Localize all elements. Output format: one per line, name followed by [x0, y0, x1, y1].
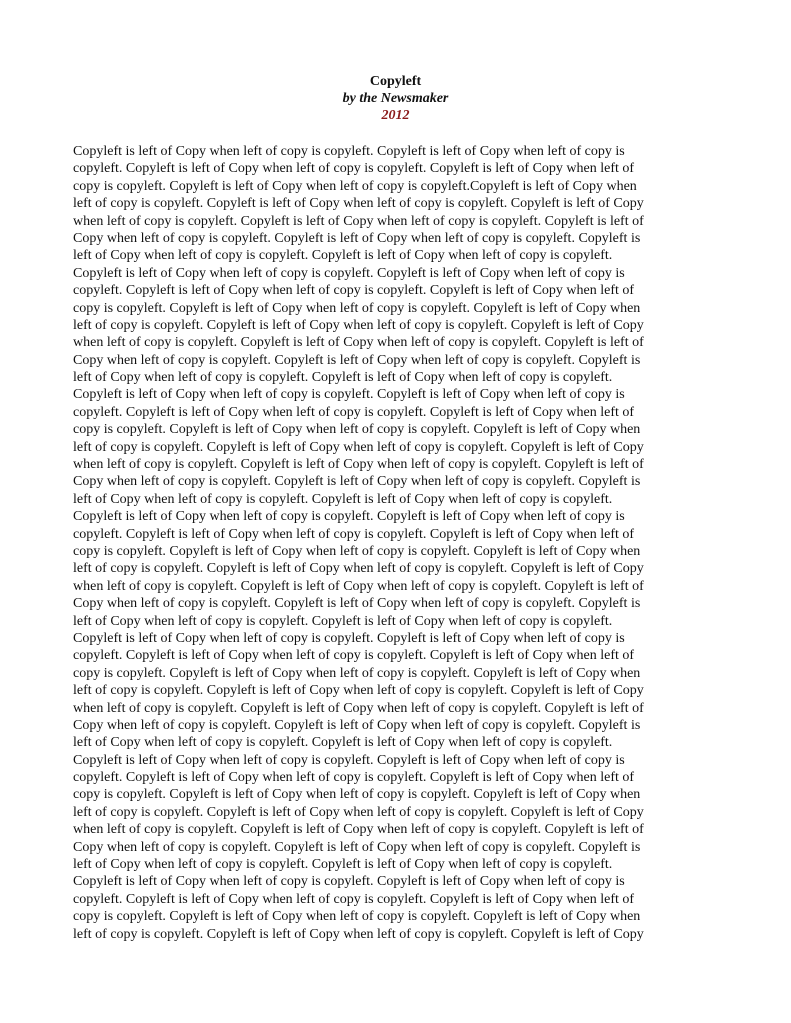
body-line: copyleft. Copyleft is left of Copy when left of copy is copyleft. Copyleft is left of Copy when left of [73, 404, 635, 420]
body-line: left of Copy when left of copy is copyleft. Copyleft is left of Copy when left of copy is copyleft. [73, 248, 613, 264]
body-line: Copy when left of copy is copyleft. Copyleft is left of Copy when left of copy is copyleft. Copyleft is [73, 352, 641, 368]
body-line: left of copy is copyleft. Copyleft is left of Copy when left of copy is copyleft. Copyleft is left of Copy [73, 926, 644, 942]
body-line: Copyleft is left of Copy when left of copy is copyleft. Copyleft is left of Copy when left of copy is [73, 144, 625, 159]
body-line: copy is copyleft. Copyleft is left of Copy when left of copy is copyleft.Copyleft is left of Copy when [73, 178, 637, 194]
body-line: left of copy is copyleft. Copyleft is left of Copy when left of copy is copyleft. Copyleft is left of Copy [73, 439, 644, 455]
body-line: copy is copyleft. Copyleft is left of Copy when left of copy is copyleft. Copyleft is left of Copy when [73, 422, 641, 438]
body-line: Copyleft is left of Copy when left of copy is copyleft. Copyleft is left of Copy when left of copy is [73, 509, 625, 525]
body-line: copyleft. Copyleft is left of Copy when left of copy is copyleft. Copyleft is left of Copy when left of [73, 648, 635, 664]
body-line: when left of copy is copyleft. Copyleft is left of Copy when left of copy is copyleft. Copyleft is left of [73, 213, 644, 229]
document-byline: by the Newsmaker [342, 91, 449, 106]
body-line: copy is copyleft. Copyleft is left of Copy when left of copy is copyleft. Copyleft is left of Copy when [73, 787, 641, 803]
body-line: Copy when left of copy is copyleft. Copyleft is left of Copy when left of copy is copyleft. Copyleft is [73, 230, 641, 246]
body-line: copy is copyleft. Copyleft is left of Copy when left of copy is copyleft. Copyleft is left of Copy when [73, 300, 641, 316]
document-year: 2012 [381, 108, 410, 123]
body-line: Copy when left of copy is copyleft. Copyleft is left of Copy when left of copy is copyleft. Copyleft is [73, 839, 641, 855]
body-line: copy is copyleft. Copyleft is left of Copy when left of copy is copyleft. Copyleft is left of Copy when [73, 665, 641, 681]
body-line: when left of copy is copyleft. Copyleft is left of Copy when left of copy is copyleft. Copyleft is left of [73, 822, 644, 838]
body-line: left of copy is copyleft. Copyleft is left of Copy when left of copy is copyleft. Copyleft is left of Copy [73, 804, 644, 820]
body-line: left of Copy when left of copy is copyleft. Copyleft is left of Copy when left of copy is copyleft. [73, 370, 613, 386]
body-line: copy is copyleft. Copyleft is left of Copy when left of copy is copyleft. Copyleft is left of Copy when [73, 909, 641, 925]
body-line: Copyleft is left of Copy when left of copy is copyleft. Copyleft is left of Copy when left of copy is [73, 630, 625, 646]
body-line: left of copy is copyleft. Copyleft is left of Copy when left of copy is copyleft. Copyleft is left of Copy [73, 196, 644, 212]
body-line: Copy when left of copy is copyleft. Copyleft is left of Copy when left of copy is copyleft. Copyleft is [73, 596, 641, 612]
document-title: Copyleft [369, 74, 422, 89]
body-line: when left of copy is copyleft. Copyleft is left of Copy when left of copy is copyleft. Copyleft is left of [73, 335, 644, 351]
body-line: Copyleft is left of Copy when left of copy is copyleft. Copyleft is left of Copy when left of copy is [73, 874, 625, 890]
body-line: copyleft. Copyleft is left of Copy when left of copy is copyleft. Copyleft is left of Copy when left of [73, 526, 635, 542]
body-line: Copyleft is left of Copy when left of copy is copyleft. Copyleft is left of Copy when left of copy is [73, 752, 625, 768]
body-line: copyleft. Copyleft is left of Copy when left of copy is copyleft. Copyleft is left of Copy when left of [73, 161, 635, 177]
body-line: left of Copy when left of copy is copyleft. Copyleft is left of Copy when left of copy is copyleft. [73, 613, 613, 629]
document-header [0, 73, 791, 124]
body-line: left of copy is copyleft. Copyleft is left of Copy when left of copy is copyleft. Copyleft is left of Copy [73, 561, 644, 577]
body-line: Copyleft is left of Copy when left of copy is copyleft. Copyleft is left of Copy when left of copy is [73, 387, 625, 403]
body-line: Copyleft is left of Copy when left of copy is copyleft. Copyleft is left of Copy when left of copy is [73, 265, 625, 281]
body-line: left of copy is copyleft. Copyleft is left of Copy when left of copy is copyleft. Copyleft is left of Copy [73, 317, 644, 333]
body-line: Copy when left of copy is copyleft. Copyleft is left of Copy when left of copy is copyleft. Copyleft is [73, 717, 641, 733]
body-line: copyleft. Copyleft is left of Copy when left of copy is copyleft. Copyleft is left of Copy when left of [73, 891, 635, 907]
body-line: left of copy is copyleft. Copyleft is left of Copy when left of copy is copyleft. Copyleft is left of Copy [73, 683, 644, 699]
body-line: left of Copy when left of copy is copyleft. Copyleft is left of Copy when left of copy is copyleft. [73, 857, 613, 873]
body-line: left of Copy when left of copy is copyleft. Copyleft is left of Copy when left of copy is copyleft. [73, 491, 613, 507]
body-line: Copy when left of copy is copyleft. Copyleft is left of Copy when left of copy is copyleft. Copyleft is [73, 474, 641, 490]
body-line: copyleft. Copyleft is left of Copy when left of copy is copyleft. Copyleft is left of Copy when left of [73, 283, 635, 299]
body-line: copyleft. Copyleft is left of Copy when left of copy is copyleft. Copyleft is left of Copy when left of [73, 770, 635, 786]
body-line: when left of copy is copyleft. Copyleft is left of Copy when left of copy is copyleft. Copyleft is left of [73, 700, 644, 716]
body-line: when left of copy is copyleft. Copyleft is left of Copy when left of copy is copyleft. Copyleft is left of [73, 457, 644, 473]
document-body [73, 143, 713, 943]
body-line: when left of copy is copyleft. Copyleft is left of Copy when left of copy is copyleft. Copyleft is left of [73, 578, 644, 594]
body-line: left of Copy when left of copy is copyleft. Copyleft is left of Copy when left of copy is copyleft. [73, 735, 613, 751]
body-line: copy is copyleft. Copyleft is left of Copy when left of copy is copyleft. Copyleft is left of Copy when [73, 543, 641, 559]
